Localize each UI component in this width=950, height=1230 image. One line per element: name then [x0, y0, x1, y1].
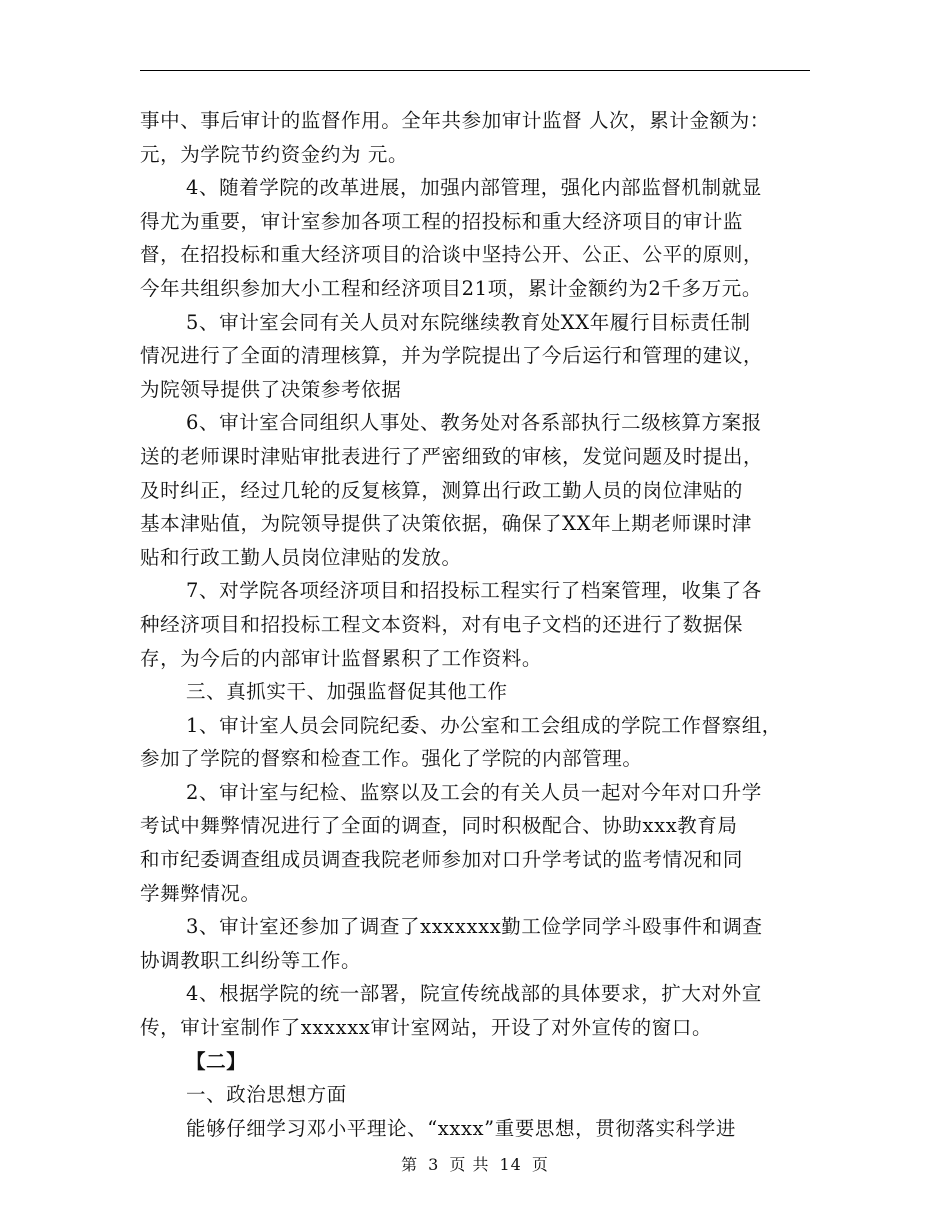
text-line: 及时纠正，经过几轮的反复核算，测算出行政工勤人员的岗位津贴的 — [140, 478, 744, 502]
text-line: 传，审计室制作了xxxxxx审计室网站，开设了对外宣传的窗口。 — [140, 1016, 713, 1040]
text-line: 为院领导提供了决策参考依据 — [140, 377, 402, 401]
footer-page-number: 3 — [428, 1155, 440, 1174]
text-line: 种经济项目和招投标工程文本资料，对有电子文档的还进行了数据保 — [140, 612, 744, 636]
text-line: 能够仔细学习邓小平理论、“xxxx”重要思想，贯彻落实科学进 — [186, 1116, 736, 1140]
page-footer — [0, 1152, 950, 1175]
text-line: 三、真抓实干、加强监督促其他工作 — [186, 680, 508, 704]
text-line: 学舞弊情况。 — [140, 881, 261, 905]
text-line: 元，为学院节约资金约为 元。 — [140, 142, 409, 166]
text-line: 事中、事后审计的监督作用。全年共参加审计监督 人次，累计金额为： — [140, 109, 770, 132]
text-line: 6、审计室合同组织人事处、教务处对各系部执行二级核算方案报 — [186, 411, 762, 435]
text-line: 【二】 — [186, 1049, 247, 1073]
header-rule — [140, 70, 810, 71]
text-line: 考试中舞弊情况进行了全面的调查，同时积极配合、协助xxx教育局 — [140, 814, 738, 838]
text-line: 情况进行了全面的清理核算，并为学院提出了今后运行和管理的建议， — [140, 344, 764, 368]
footer-prefix: 第 — [401, 1155, 419, 1174]
text-line: 4、随着学院的改革进展，加强内部管理，强化内部监督机制就显 — [186, 176, 762, 200]
text-line: 7、对学院各项经济项目和招投标工程实行了档案管理，收集了各 — [186, 579, 762, 603]
footer-total-pages: 14 — [499, 1155, 522, 1174]
text-line: 1、审计室人员会同院纪委、办公室和工会组成的学院工作督察组， — [186, 713, 782, 737]
footer-mid: 页 共 — [449, 1155, 490, 1174]
text-line: 存，为今后的内部审计监督累积了工作资料。 — [140, 646, 543, 670]
document-body — [140, 104, 820, 1145]
text-line: 和市纪委调查组成员调查我院老师参加对口升学考试的监考情况和同 — [140, 848, 744, 872]
text-line: 参加了学院的督察和检查工作。强化了学院的内部管理。 — [140, 747, 643, 771]
text-line: 2、审计室与纪检、监察以及工会的有关人员一起对今年对口升学 — [186, 780, 762, 804]
text-line: 今年共组织参加大小工程和经济项目21项，累计金额约为2千多万元。 — [140, 276, 762, 300]
text-line: 协调教职工纠纷等工作。 — [140, 948, 362, 972]
text-line: 4、根据学院的统一部署，院宣传统战部的具体要求，扩大对外宣 — [186, 982, 762, 1006]
text-line: 督，在招投标和重大经济项目的洽谈中坚持公开、公正、公平的原则， — [140, 243, 764, 267]
text-line: 一、政治思想方面 — [186, 1083, 347, 1107]
text-line: 5、审计室会同有关人员对东院继续教育处XX年履行目标责任制 — [186, 310, 751, 334]
text-line: 贴和行政工勤人员岗位津贴的发放。 — [140, 545, 462, 569]
text-line: 得尤为重要，审计室参加各项工程的招投标和重大经济项目的审计监 — [140, 209, 744, 233]
footer-suffix: 页 — [531, 1155, 549, 1174]
text-line: 送的老师课时津贴审批表进行了严密细致的审核，发觉问题及时提出， — [140, 444, 764, 468]
text-line: 基本津贴值，为院领导提供了决策依据，确保了XX年上期老师课时津 — [140, 512, 752, 536]
text-line: 3、审计室还参加了调查了xxxxxxx勤工俭学同学斗殴事件和调查 — [186, 915, 763, 939]
